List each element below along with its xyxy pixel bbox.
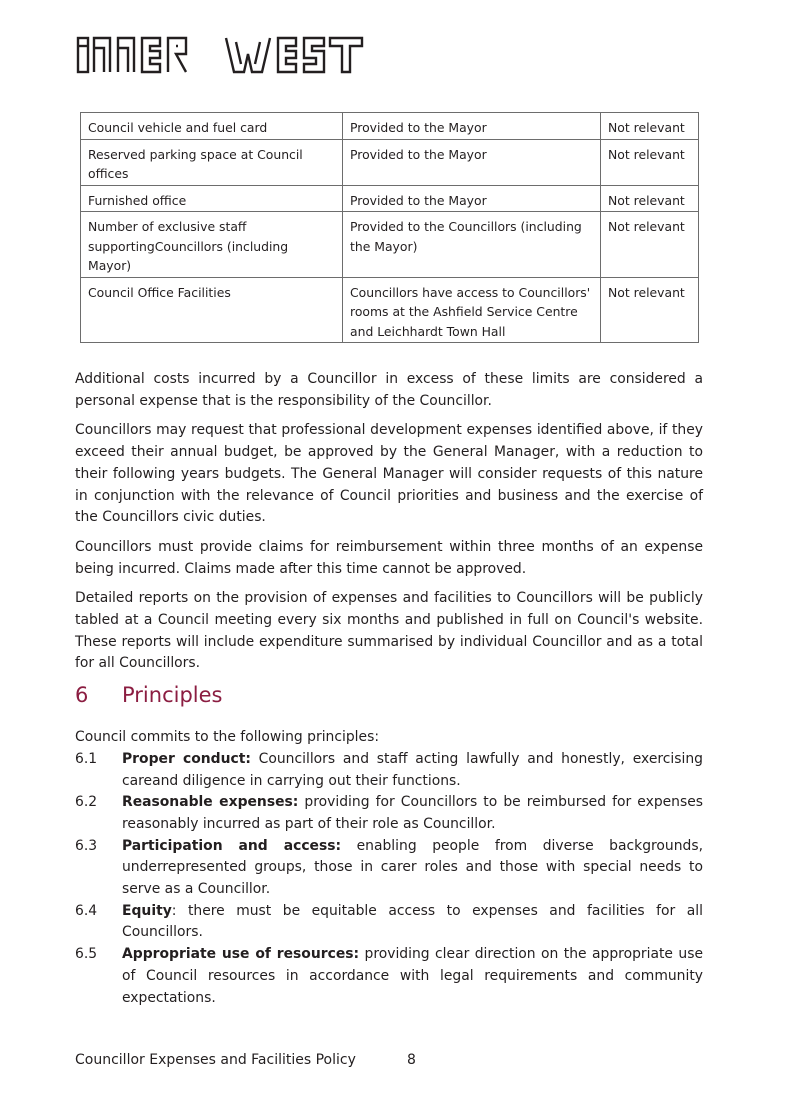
principle-number: 6.5 — [75, 946, 98, 963]
principle-item — [75, 792, 703, 835]
section-heading — [75, 683, 703, 707]
relevance-cell: Not relevant — [601, 113, 699, 140]
facility-cell: Council vehicle and fuel card — [81, 113, 343, 140]
facility-cell: Furnished office — [81, 185, 343, 212]
facility-cell: Reserved parking space at Council offices — [81, 139, 343, 185]
principles-intro: Council commits to the following principles: — [75, 729, 379, 746]
principle-text — [122, 749, 703, 792]
facility-cell: Council Office Facilities — [81, 277, 343, 343]
page-footer — [75, 1052, 416, 1068]
principle-item — [75, 901, 703, 944]
provision-cell: Provided to the Mayor — [343, 139, 601, 185]
facilities-table — [80, 112, 699, 343]
principle-text — [122, 836, 703, 901]
principle-text — [122, 792, 703, 835]
relevance-cell: Not relevant — [601, 212, 699, 278]
principle-number: 6.4 — [75, 902, 98, 919]
paragraph: Additional costs incurred by a Councillor in excess of these limits are considered a personal expense that is the responsibility of the Councillor. — [75, 371, 703, 409]
provision-cell: Provided to the Mayor — [343, 185, 601, 212]
table-row — [81, 139, 699, 185]
inner-west-logo — [76, 36, 366, 78]
table-row — [81, 212, 699, 278]
table-row — [81, 277, 699, 343]
principle-term: Proper conduct: — [122, 750, 251, 767]
table-row — [81, 113, 699, 140]
section-title: Principles — [122, 683, 223, 708]
principle-description: Councillors and staff acting lawfully and honestly, exercising careand diligence in carrying out their functions. — [122, 750, 703, 789]
principle-description: providing clear direction on the appropriate use of Council resources in accordance with legal requirements and community expectations. — [122, 946, 703, 1006]
provision-cell: Provided to the Mayor — [343, 113, 601, 140]
footer-title: Councillor Expenses and Facilities Policy — [75, 1052, 356, 1068]
principle-text — [122, 944, 703, 1009]
paragraph: Detailed reports on the provision of expenses and facilities to Councillors will be publicly tabled at a Council meeting every six months and published in full on Council's website. These reports will include expenditure summarised by individual Councillor and as a total for all Councillors. — [75, 590, 703, 672]
document-body — [75, 369, 703, 1009]
principle-text — [122, 901, 703, 944]
principle-description: providing for Councillors to be reimbursed for expenses reasonably incurred as part of their role as Councillor. — [122, 794, 704, 832]
principle-term: Participation and access: — [122, 837, 342, 854]
paragraph: Councillors must provide claims for reimbursement within three months of an expense being incurred. Claims made after this time cannot be approved. — [75, 538, 703, 577]
page-number: 8 — [407, 1052, 416, 1068]
section-number: 6 — [75, 683, 89, 708]
table-row — [81, 185, 699, 212]
principle-item — [75, 749, 703, 792]
principle-number: 6.1 — [75, 750, 98, 767]
facility-cell: Number of exclusive staff supportingCouncillors (including Mayor) — [81, 212, 343, 278]
principle-term: Equity — [122, 902, 172, 919]
principle-term: Appropriate use of resources: — [122, 946, 360, 963]
principle-item — [75, 944, 703, 1009]
provision-cell: Councillors have access to Councillors' rooms at the Ashfield Service Centre and Leichhardt Town Hall — [343, 277, 601, 343]
principle-number: 6.2 — [75, 794, 98, 811]
principle-description: enabling people from diverse backgrounds, underrepresented groups, those in carer roles and those with special needs to serve as a Councillor. — [122, 837, 703, 898]
principle-number: 6.3 — [75, 837, 98, 854]
relevance-cell: Not relevant — [601, 139, 699, 185]
principles-list — [75, 749, 703, 1009]
principle-term: Reasonable expenses: — [122, 794, 299, 811]
provision-cell: Provided to the Councillors (including the Mayor) — [343, 212, 601, 278]
principle-description: : there must be equitable access to expenses and facilities for all Councillors. — [122, 902, 703, 941]
paragraph: Councillors may request that professional development expenses identified above, if they exceed their annual budget, be approved by the General Manager, with a reduction to their following years budgets. The General Manager will consider requests of this nature in conjunction with the relevance of Council priorities and business and the exercise of the Councillors civic duties. — [75, 422, 703, 526]
relevance-cell: Not relevant — [601, 185, 699, 212]
relevance-cell: Not relevant — [601, 277, 699, 343]
principle-item — [75, 836, 703, 901]
